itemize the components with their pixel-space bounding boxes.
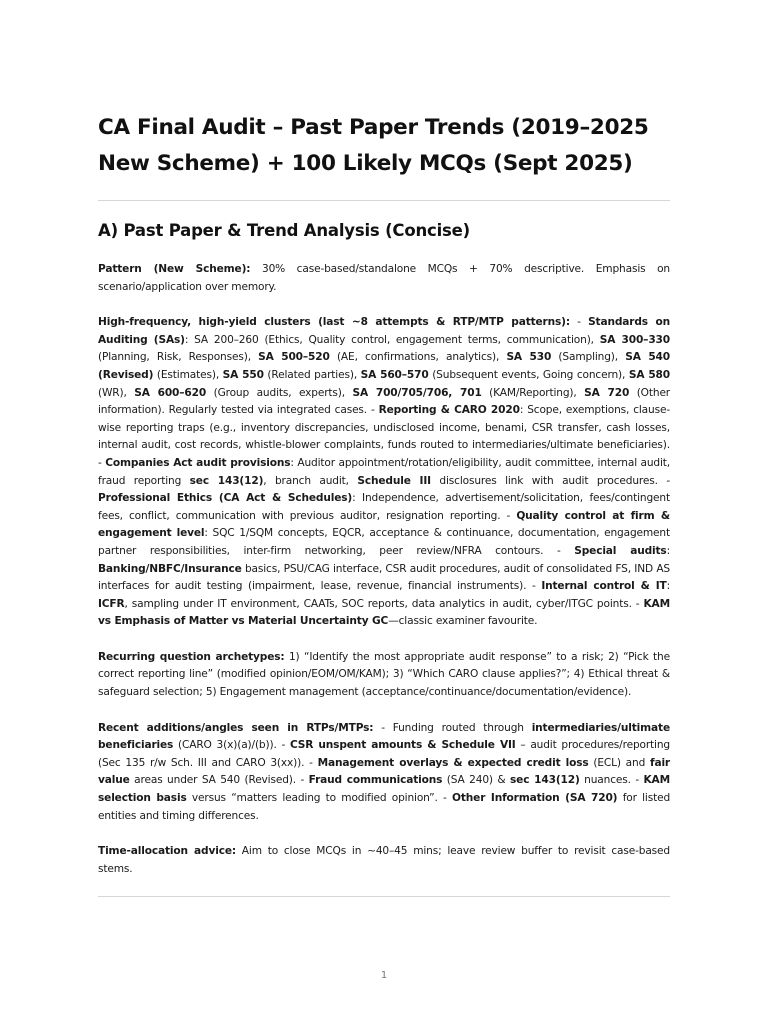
document-title: CA Final Audit – Past Paper Trends (2019–2025 New Scheme) + 100 Likely MCQs (Sept 2025) <box>98 115 649 176</box>
archetypes-paragraph: Recurring question archetypes: 1) “Identify the most appropriate audit response” to a risk; 2) “Pick the correct reporting line” (modified opinion/EOM/OM/KAM); 3) “Which CARO clause applies?”; 4) Ethical threat & safeguard selection; 5) Engagement management (acceptance/continuance/documentation/evidence). <box>98 650 670 699</box>
section-heading: A) Past Paper & Trend Analysis (Concise) <box>98 221 470 240</box>
clusters-paragraph: High-frequency, high-yield clusters (last ~8 attempts & RTP/MTP patterns): - Standards on Auditing (SAs): SA 200–260 (Ethics, Quality control, engagement terms, communication), SA 300–330 (Planning, Risk, Responses), SA 500–520 (AE, confirmations, analytics), SA 530 (Sampling), SA 540 (Revised) (Estimates), SA 550 (Related parties), SA 560–570 (Subsequent events, Going concern), SA 580 (WR), SA 600–620 (Group audits, experts), SA 700/705/706, 701 (KAM/Reporting), SA 720 (Other information). Regularly tested via integrated cases. - Reporting & CARO 2020: Scope, exemptions, clause-wise reporting traps (e.g., inventory discrepancies, undisclosed income, benami, CSR transfer, cash losses, internal audit, cost records, whistle-blower complaints, funds routed to intermediaries/ultimate beneficiaries). - Companies Act audit provisions: Auditor appointment/rotation/eligibility, audit committee, internal audit, fraud reporting sec 143(12), branch audit, Schedule III disclosures link with audit procedures. - Professional Ethics (CA Act & Schedules): Independence, advertisement/solicitation, fees/contingent fees, conflict, communication with previous auditor, resignation reporting. - Quality control at firm & engagement level: SQC 1/SQM concepts, EQCR, acceptance & continuance, documentation, engagement partner responsibilities, inter-firm networking, peer review/NFRA contours. - Special audits: Banking/NBFC/Insurance basics, PSU/CAG interface, CSR audit procedures, audit of consolidated FS, IND AS interfaces for audit testing (impairment, lease, revenue, financial instruments). - Internal control & IT: ICFR, sampling under IT environment, CAATs, SOC reports, data analytics in audit, cyber/ITGC points. - KAM vs Emphasis of Matter vs Material Uncertainty GC—classic examiner favourite. <box>98 316 671 628</box>
page-content <box>98 110 670 897</box>
page-number: 1 <box>380 970 388 981</box>
title-divider <box>98 200 670 201</box>
section-end-divider <box>98 896 670 897</box>
pattern-paragraph: Pattern (New Scheme): 30% case-based/standalone MCQs + 70% descriptive. Emphasis on scenario/application over memory. <box>98 263 670 293</box>
time-allocation-paragraph: Time-allocation advice: Aim to close MCQs in ~40–45 mins; leave review buffer to revisit case-based stems. <box>98 845 670 875</box>
recent-additions-paragraph: Recent additions/angles seen in RTPs/MTPs: - Funding routed through intermediaries/ultimate beneficiaries (CARO 3(x)(a)/(b)). - CSR unspent amounts & Schedule VII – audit procedures/reporting (Sec 135 r/w Sch. III and CARO 3(xx)). - Management overlays & expected credit loss (ECL) and fair value areas under SA 540 (Revised). - Fraud communications (SA 240) & sec 143(12) nuances. - KAM selection basis versus “matters leading to modified opinion”. - Other Information (SA 720) for listed entities and timing differences. <box>98 721 671 822</box>
